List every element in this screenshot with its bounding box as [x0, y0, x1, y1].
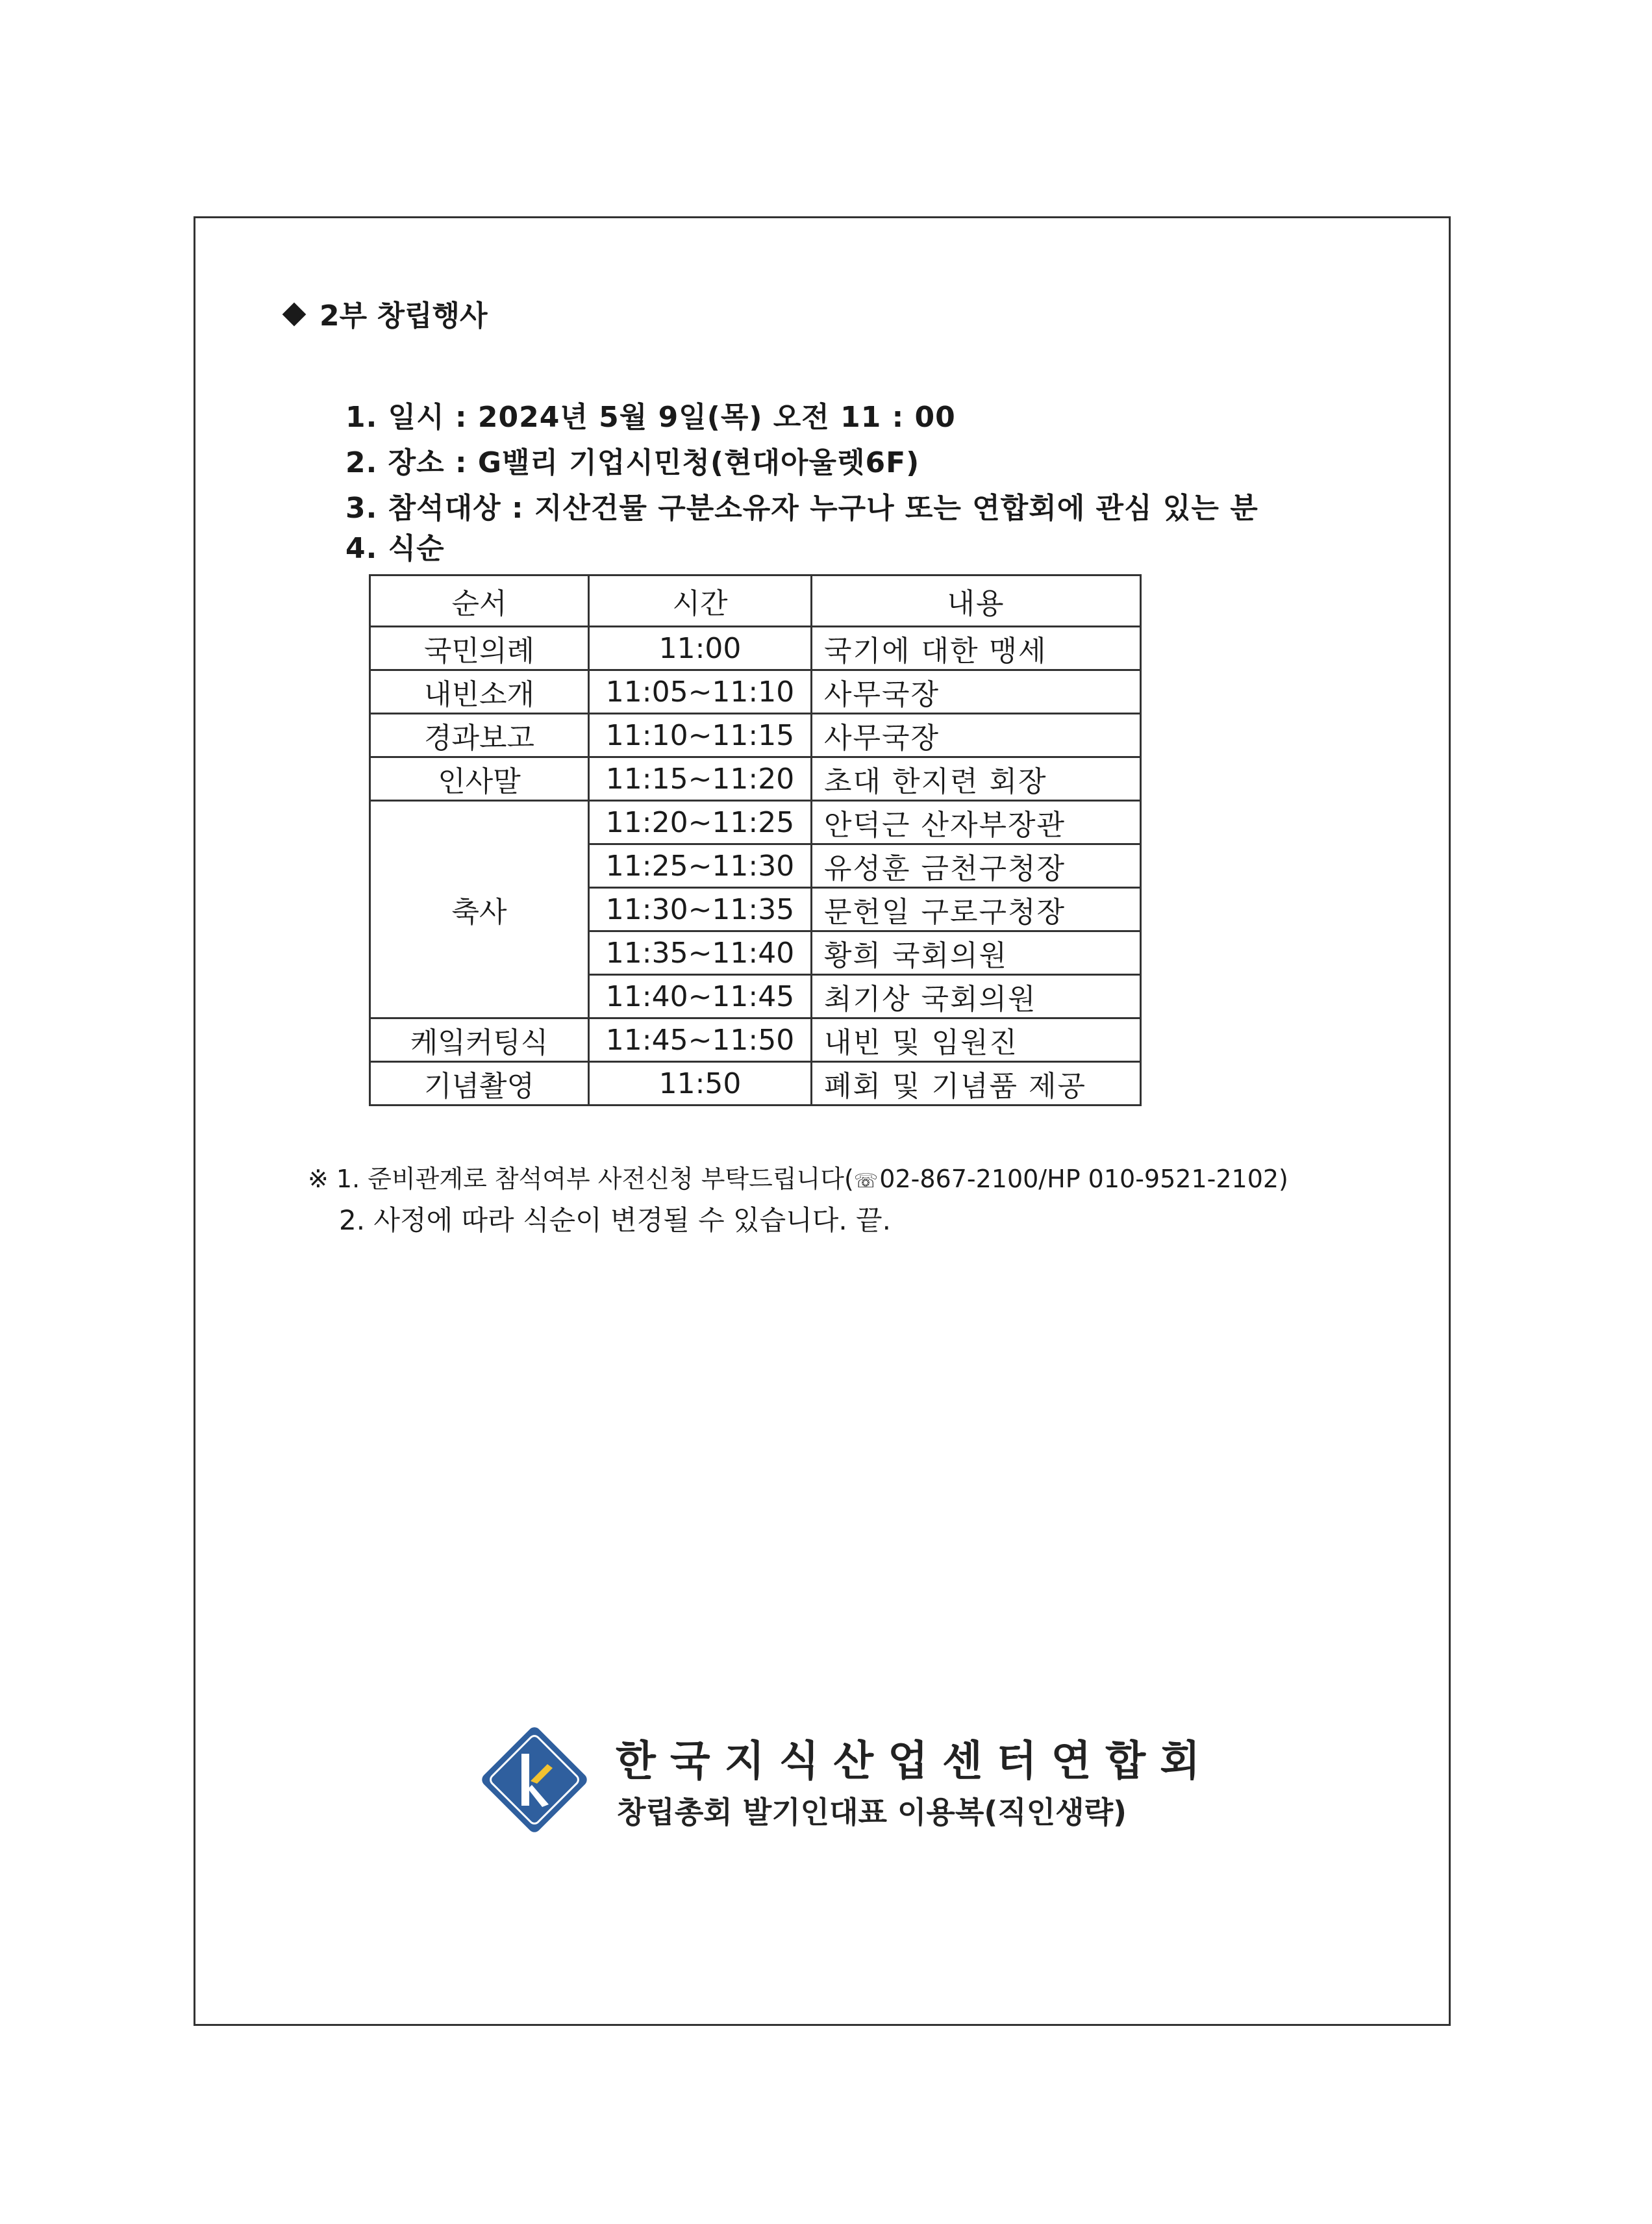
row-order: 케잌커팅식 [370, 1018, 589, 1062]
header-content: 내용 [812, 575, 1141, 627]
row-content: 초대 한지련 회장 [812, 757, 1141, 801]
row-time: 11:10~11:15 [589, 714, 812, 757]
row-order: 인사말 [370, 757, 589, 801]
row-order: 기념촬영 [370, 1062, 589, 1106]
row-content: 황희 국회의원 [812, 931, 1141, 975]
row-content: 내빈 및 임원진 [812, 1018, 1141, 1062]
row-time: 11:30~11:35 [589, 888, 812, 931]
table-row [370, 1018, 1141, 1062]
event-place: 2. 장소 : G밸리 기업시민청(현대아울렛6F) [345, 446, 920, 479]
row-time: 11:20~11:25 [589, 801, 812, 844]
table-header-row [370, 575, 1141, 627]
program-table [369, 574, 1142, 1106]
note-contact: 02-867-2100/HP 010-9521-2102) [879, 1165, 1288, 1193]
row-content: 안덕근 산자부장관 [812, 801, 1141, 844]
org-representative: 창립총회 발기인대표 이용복(직인생략) [617, 1795, 1127, 1830]
row-content: 유성훈 금천구청장 [812, 844, 1141, 888]
row-content: 폐회 및 기념품 제공 [812, 1062, 1141, 1106]
row-time: 11:15~11:20 [589, 757, 812, 801]
row-time: 11:50 [589, 1062, 812, 1106]
diamond-bullet-icon [282, 303, 307, 327]
event-attendees: 3. 참석대상 : 지산건물 구분소유자 누구나 또는 연합회에 관심 있는 분 [345, 492, 1258, 525]
row-content: 사무국장 [812, 714, 1141, 757]
row-content: 최기상 국회의원 [812, 975, 1141, 1018]
row-time: 11:45~11:50 [589, 1018, 812, 1062]
row-time: 11:35~11:40 [589, 931, 812, 975]
row-order: 국민의례 [370, 627, 589, 670]
note-schedule-change: 2. 사정에 따라 식순이 변경될 수 있습니다. 끝. [339, 1204, 891, 1236]
table-row [370, 627, 1141, 670]
row-order-congratulations: 축사 [370, 801, 589, 1018]
section-heading [286, 292, 487, 334]
row-content: 사무국장 [812, 670, 1141, 714]
table-row [370, 1062, 1141, 1106]
table-row [370, 670, 1141, 714]
row-order: 경과보고 [370, 714, 589, 757]
row-order: 내빈소개 [370, 670, 589, 714]
phone-icon: ☏ [853, 1170, 879, 1193]
note-registration [308, 1159, 1288, 1194]
event-date: 1. 일시 : 2024년 5월 9일(목) 오전 11 : 00 [345, 401, 956, 434]
header-order: 순서 [370, 575, 589, 627]
table-row [370, 801, 1141, 844]
header-time: 시간 [589, 575, 812, 627]
note-registration-text: ※ 1. 준비관계로 참석여부 사전신청 부탁드립니다( [308, 1165, 854, 1193]
table-row [370, 757, 1141, 801]
row-content: 국기에 대한 맹세 [812, 627, 1141, 670]
event-program-label: 4. 식순 [345, 532, 445, 565]
row-time: 11:25~11:30 [589, 844, 812, 888]
org-diamond-logo-icon [476, 1721, 593, 1838]
row-time: 11:00 [589, 627, 812, 670]
row-time: 11:40~11:45 [589, 975, 812, 1018]
row-time: 11:05~11:10 [589, 670, 812, 714]
table-row [370, 714, 1141, 757]
org-name: 한국지식산업센터연합회 [616, 1738, 1215, 1786]
section-title: 2부 창립행사 [319, 299, 488, 333]
row-content: 문헌일 구로구청장 [812, 888, 1141, 931]
